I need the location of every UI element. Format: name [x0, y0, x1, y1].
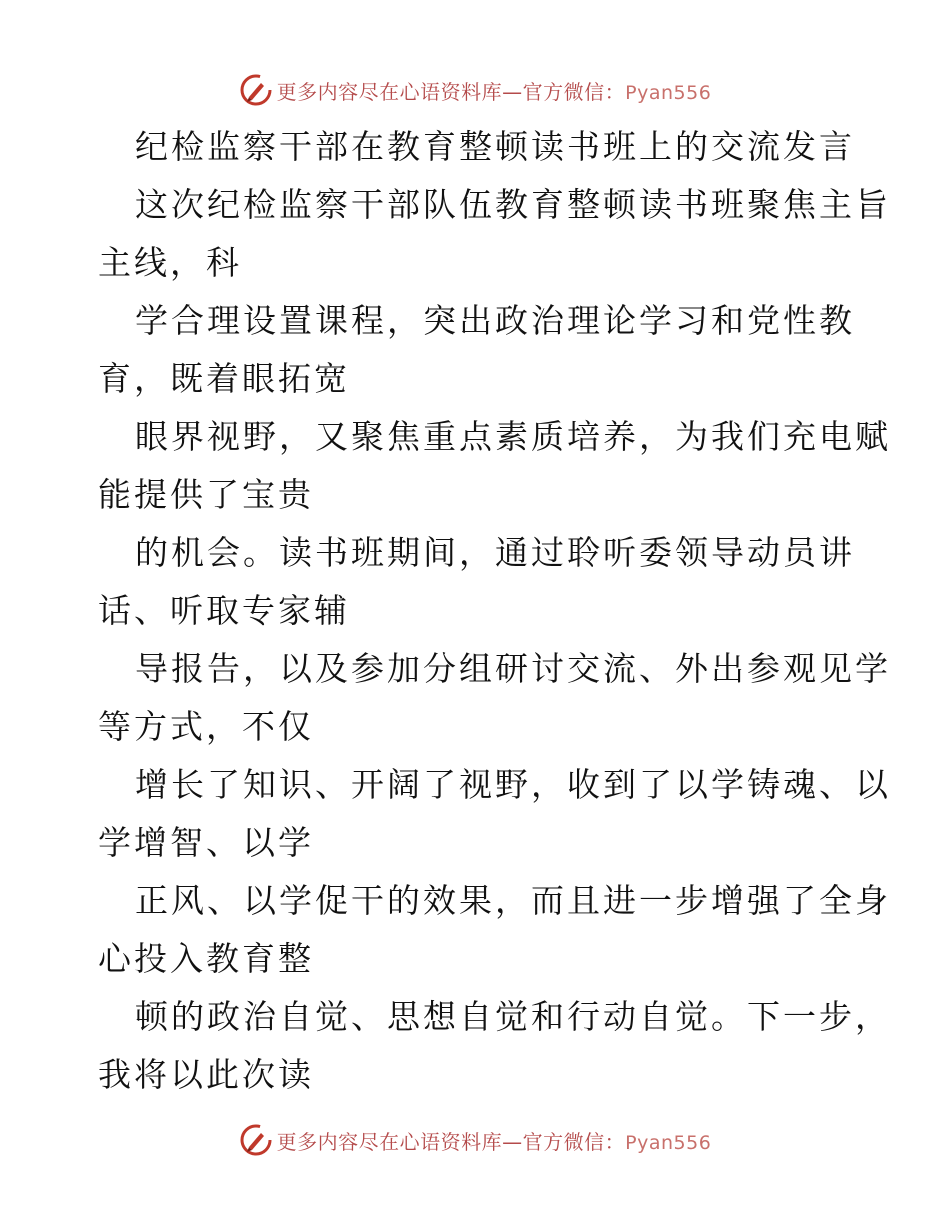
header-watermark-contact: Pyan556 — [625, 81, 712, 104]
text-line: 眼界视野，又聚焦重点素质培养，为我们充电赋 — [135, 417, 891, 456]
pen-logo-icon — [239, 73, 273, 107]
header-watermark-banner — [0, 70, 950, 110]
text-line: 学合理设置课程，突出政治理论学习和党性教 — [135, 301, 855, 340]
text-line: 导报告，以及参加分组研讨交流、外出参观见学 — [135, 649, 891, 688]
header-watermark-text: 更多内容尽在心语资料库—官方微信：Pyan556 — [276, 79, 712, 104]
text-line: 育，既着眼拓宽 — [98, 359, 350, 398]
text-line: 心投入教育整 — [98, 939, 314, 978]
document-title: 纪检监察干部在教育整顿读书班上的交流发言 — [135, 127, 855, 166]
text-line: 话、听取专家辅 — [98, 591, 350, 630]
text-line: 增长了知识、开阔了视野，收到了以学铸魂、以 — [135, 765, 891, 804]
text-line: 主线，科 — [98, 243, 242, 282]
text-line: 学增智、以学 — [98, 823, 314, 862]
text-line: 的机会。读书班期间，通过聆听委领导动员讲 — [135, 533, 855, 572]
text-line: 我将以此次读 — [98, 1055, 314, 1094]
footer-watermark-text: 更多内容尽在心语资料库—官方微信：Pyan556 — [276, 1129, 712, 1154]
text-line: 能提供了宝贵 — [98, 475, 314, 514]
text-line: 这次纪检监察干部队伍教育整顿读书班聚焦主旨 — [135, 185, 891, 224]
footer-watermark-contact: Pyan556 — [625, 1131, 712, 1154]
text-line: 顿的政治自觉、思想自觉和行动自觉。下一步， — [135, 997, 891, 1036]
footer-watermark-banner — [0, 1120, 950, 1160]
pen-logo-icon — [239, 1123, 273, 1157]
document-body — [98, 118, 891, 1104]
text-line: 正风、以学促干的效果，而且进一步增强了全身 — [135, 881, 891, 920]
text-line: 等方式，不仅 — [98, 707, 314, 746]
